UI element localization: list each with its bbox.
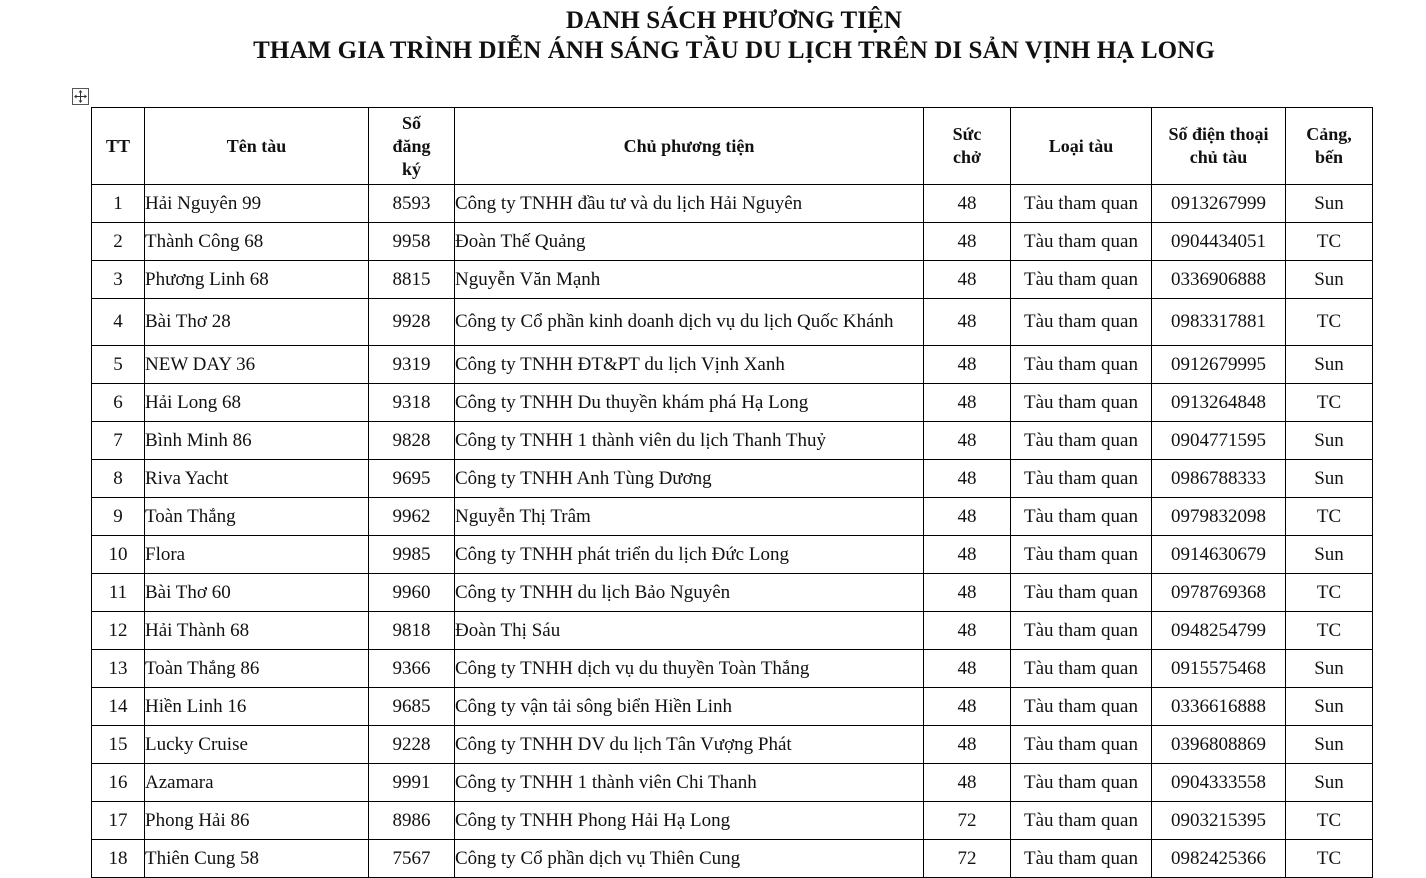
cell-loai-tau: Tàu tham quan bbox=[1011, 460, 1152, 498]
header-suc-cho-label: Sức chở bbox=[952, 124, 982, 167]
cell-so-dang-ky: 9991 bbox=[369, 764, 455, 802]
cell-so-dang-ky: 9228 bbox=[369, 726, 455, 764]
cell-ten-tau: Toàn Thắng bbox=[145, 498, 369, 536]
cell-so-dang-ky: 8815 bbox=[369, 261, 455, 299]
cell-cang-ben: Sun bbox=[1286, 422, 1373, 460]
cell-chu-phuong-tien: Công ty Cổ phần dịch vụ Thiên Cung bbox=[455, 840, 924, 878]
cell-tt: 3 bbox=[92, 261, 145, 299]
cell-ten-tau: Riva Yacht bbox=[145, 460, 369, 498]
header-cang-ben bbox=[1286, 108, 1373, 185]
table-row bbox=[92, 299, 1373, 346]
cell-suc-cho: 48 bbox=[924, 261, 1011, 299]
cell-ten-tau: Hải Thành 68 bbox=[145, 612, 369, 650]
cell-so-dien-thoai: 0913267999 bbox=[1152, 185, 1286, 223]
header-so-dien-thoai-label: Số điện thoại chủ tàu bbox=[1168, 124, 1269, 167]
cell-loai-tau: Tàu tham quan bbox=[1011, 223, 1152, 261]
table-row bbox=[92, 764, 1373, 802]
cell-cang-ben: Sun bbox=[1286, 726, 1373, 764]
cell-cang-ben: TC bbox=[1286, 384, 1373, 422]
cell-loai-tau: Tàu tham quan bbox=[1011, 422, 1152, 460]
cell-loai-tau: Tàu tham quan bbox=[1011, 802, 1152, 840]
table-move-handle-icon[interactable] bbox=[72, 88, 89, 105]
cell-so-dang-ky: 9958 bbox=[369, 223, 455, 261]
cell-tt: 4 bbox=[92, 299, 145, 346]
cell-tt: 5 bbox=[92, 346, 145, 384]
header-suc-cho bbox=[924, 108, 1011, 185]
cell-chu-phuong-tien: Công ty TNHH phát triển du lịch Đức Long bbox=[455, 536, 924, 574]
header-ten-tau: Tên tàu bbox=[145, 108, 369, 185]
cell-tt: 15 bbox=[92, 726, 145, 764]
cell-suc-cho: 48 bbox=[924, 185, 1011, 223]
cell-cang-ben: TC bbox=[1286, 223, 1373, 261]
table-body bbox=[92, 185, 1373, 878]
cell-ten-tau: Lucky Cruise bbox=[145, 726, 369, 764]
cell-chu-phuong-tien: Công ty TNHH đầu tư và du lịch Hải Nguyên bbox=[455, 185, 924, 223]
cell-chu-phuong-tien: Nguyễn Văn Mạnh bbox=[455, 261, 924, 299]
cell-ten-tau: Hải Long 68 bbox=[145, 384, 369, 422]
cell-so-dien-thoai: 0978769368 bbox=[1152, 574, 1286, 612]
table-row bbox=[92, 223, 1373, 261]
vessel-table bbox=[91, 107, 1373, 878]
cell-suc-cho: 48 bbox=[924, 498, 1011, 536]
cell-chu-phuong-tien: Công ty Cổ phần kinh doanh dịch vụ du lịch Quốc Khánh bbox=[455, 299, 924, 346]
cell-chu-phuong-tien: Công ty TNHH Du thuyền khám phá Hạ Long bbox=[455, 384, 924, 422]
header-tt: TT bbox=[92, 108, 145, 185]
cell-loai-tau: Tàu tham quan bbox=[1011, 650, 1152, 688]
header-chu-phuong-tien: Chủ phương tiện bbox=[455, 108, 924, 185]
cell-so-dien-thoai: 0982425366 bbox=[1152, 840, 1286, 878]
cell-loai-tau: Tàu tham quan bbox=[1011, 612, 1152, 650]
cell-loai-tau: Tàu tham quan bbox=[1011, 726, 1152, 764]
cell-loai-tau: Tàu tham quan bbox=[1011, 261, 1152, 299]
cell-cang-ben: Sun bbox=[1286, 536, 1373, 574]
header-so-dang-ky-label: Số đăng ký bbox=[392, 112, 431, 179]
cell-tt: 13 bbox=[92, 650, 145, 688]
table-row bbox=[92, 460, 1373, 498]
cell-suc-cho: 48 bbox=[924, 422, 1011, 460]
cell-cang-ben: Sun bbox=[1286, 650, 1373, 688]
cell-ten-tau: NEW DAY 36 bbox=[145, 346, 369, 384]
cell-so-dien-thoai: 0396808869 bbox=[1152, 726, 1286, 764]
cell-so-dien-thoai: 0336616888 bbox=[1152, 688, 1286, 726]
cell-ten-tau: Phương Linh 68 bbox=[145, 261, 369, 299]
cell-so-dang-ky: 8593 bbox=[369, 185, 455, 223]
cell-ten-tau: Toàn Thắng 86 bbox=[145, 650, 369, 688]
table-header-row bbox=[92, 108, 1373, 185]
cell-so-dang-ky: 9928 bbox=[369, 299, 455, 346]
cell-chu-phuong-tien: Nguyễn Thị Trâm bbox=[455, 498, 924, 536]
cell-cang-ben: Sun bbox=[1286, 688, 1373, 726]
cell-tt: 6 bbox=[92, 384, 145, 422]
cell-chu-phuong-tien: Công ty TNHH Anh Tùng Dương bbox=[455, 460, 924, 498]
cell-tt: 18 bbox=[92, 840, 145, 878]
cell-ten-tau: Bình Minh 86 bbox=[145, 422, 369, 460]
cell-so-dang-ky: 9960 bbox=[369, 574, 455, 612]
table-row bbox=[92, 185, 1373, 223]
cell-suc-cho: 48 bbox=[924, 726, 1011, 764]
cell-so-dien-thoai: 0915575468 bbox=[1152, 650, 1286, 688]
cell-ten-tau: Phong Hải 86 bbox=[145, 802, 369, 840]
header-so-dang-ky bbox=[369, 108, 455, 185]
cell-suc-cho: 48 bbox=[924, 650, 1011, 688]
cell-tt: 10 bbox=[92, 536, 145, 574]
cell-ten-tau: Azamara bbox=[145, 764, 369, 802]
cell-suc-cho: 48 bbox=[924, 346, 1011, 384]
table-row bbox=[92, 574, 1373, 612]
cell-chu-phuong-tien: Công ty TNHH 1 thành viên du lịch Thanh Thuỷ bbox=[455, 422, 924, 460]
cell-tt: 1 bbox=[92, 185, 145, 223]
cell-cang-ben: Sun bbox=[1286, 764, 1373, 802]
table-row bbox=[92, 612, 1373, 650]
cell-tt: 2 bbox=[92, 223, 145, 261]
cell-tt: 8 bbox=[92, 460, 145, 498]
cell-so-dien-thoai: 0913264848 bbox=[1152, 384, 1286, 422]
table-row bbox=[92, 384, 1373, 422]
cell-tt: 9 bbox=[92, 498, 145, 536]
cell-so-dang-ky: 9695 bbox=[369, 460, 455, 498]
cell-loai-tau: Tàu tham quan bbox=[1011, 299, 1152, 346]
cell-cang-ben: TC bbox=[1286, 299, 1373, 346]
cell-ten-tau: Thành Công 68 bbox=[145, 223, 369, 261]
cell-ten-tau: Hiền Linh 16 bbox=[145, 688, 369, 726]
cell-so-dang-ky: 9962 bbox=[369, 498, 455, 536]
cell-tt: 12 bbox=[92, 612, 145, 650]
cell-ten-tau: Flora bbox=[145, 536, 369, 574]
table-row bbox=[92, 726, 1373, 764]
cell-chu-phuong-tien: Công ty vận tải sông biển Hiền Linh bbox=[455, 688, 924, 726]
cell-so-dien-thoai: 0336906888 bbox=[1152, 261, 1286, 299]
cell-suc-cho: 48 bbox=[924, 223, 1011, 261]
cell-loai-tau: Tàu tham quan bbox=[1011, 840, 1152, 878]
cell-chu-phuong-tien: Công ty TNHH du lịch Bảo Nguyên bbox=[455, 574, 924, 612]
cell-so-dien-thoai: 0904434051 bbox=[1152, 223, 1286, 261]
cell-so-dang-ky: 9828 bbox=[369, 422, 455, 460]
cell-so-dien-thoai: 0904333558 bbox=[1152, 764, 1286, 802]
cell-so-dien-thoai: 0912679995 bbox=[1152, 346, 1286, 384]
cell-suc-cho: 48 bbox=[924, 536, 1011, 574]
cell-loai-tau: Tàu tham quan bbox=[1011, 688, 1152, 726]
cell-loai-tau: Tàu tham quan bbox=[1011, 764, 1152, 802]
cell-suc-cho: 72 bbox=[924, 802, 1011, 840]
cell-so-dang-ky: 9818 bbox=[369, 612, 455, 650]
cell-ten-tau: Bài Thơ 28 bbox=[145, 299, 369, 346]
cell-loai-tau: Tàu tham quan bbox=[1011, 346, 1152, 384]
table-row bbox=[92, 498, 1373, 536]
cell-suc-cho: 48 bbox=[924, 460, 1011, 498]
cell-loai-tau: Tàu tham quan bbox=[1011, 185, 1152, 223]
cell-chu-phuong-tien: Công ty TNHH DV du lịch Tân Vượng Phát bbox=[455, 726, 924, 764]
cell-so-dien-thoai: 0979832098 bbox=[1152, 498, 1286, 536]
cell-so-dien-thoai: 0986788333 bbox=[1152, 460, 1286, 498]
cell-so-dien-thoai: 0914630679 bbox=[1152, 536, 1286, 574]
cell-suc-cho: 48 bbox=[924, 764, 1011, 802]
cell-cang-ben: TC bbox=[1286, 612, 1373, 650]
header-cang-ben-label: Cảng, bến bbox=[1306, 124, 1352, 167]
cell-so-dien-thoai: 0983317881 bbox=[1152, 299, 1286, 346]
cell-ten-tau: Thiên Cung 58 bbox=[145, 840, 369, 878]
cell-cang-ben: TC bbox=[1286, 802, 1373, 840]
cell-loai-tau: Tàu tham quan bbox=[1011, 498, 1152, 536]
cell-suc-cho: 48 bbox=[924, 299, 1011, 346]
document-subtitle: THAM GIA TRÌNH DIỄN ÁNH SÁNG TẦU DU LỊCH TRÊN DI SẢN VỊNH HẠ LONG bbox=[253, 37, 1215, 64]
table-row bbox=[92, 422, 1373, 460]
document-title: DANH SÁCH PHƯƠNG TIỆN bbox=[565, 7, 903, 34]
cell-suc-cho: 72 bbox=[924, 840, 1011, 878]
cell-chu-phuong-tien: Công ty TNHH ĐT&PT du lịch Vịnh Xanh bbox=[455, 346, 924, 384]
cell-tt: 7 bbox=[92, 422, 145, 460]
cell-tt: 16 bbox=[92, 764, 145, 802]
cell-cang-ben: Sun bbox=[1286, 346, 1373, 384]
cell-cang-ben: Sun bbox=[1286, 261, 1373, 299]
cell-so-dang-ky: 9685 bbox=[369, 688, 455, 726]
table-row bbox=[92, 346, 1373, 384]
table-row bbox=[92, 536, 1373, 574]
cell-tt: 14 bbox=[92, 688, 145, 726]
header-loai-tau: Loại tàu bbox=[1011, 108, 1152, 185]
cell-cang-ben: TC bbox=[1286, 840, 1373, 878]
cell-chu-phuong-tien: Công ty TNHH 1 thành viên Chi Thanh bbox=[455, 764, 924, 802]
table-row bbox=[92, 840, 1373, 878]
cell-loai-tau: Tàu tham quan bbox=[1011, 384, 1152, 422]
cell-suc-cho: 48 bbox=[924, 612, 1011, 650]
cell-cang-ben: TC bbox=[1286, 498, 1373, 536]
cell-cang-ben: TC bbox=[1286, 574, 1373, 612]
cell-so-dang-ky: 8986 bbox=[369, 802, 455, 840]
cell-loai-tau: Tàu tham quan bbox=[1011, 574, 1152, 612]
cell-chu-phuong-tien: Đoàn Thế Quảng bbox=[455, 223, 924, 261]
cell-chu-phuong-tien: Công ty TNHH dịch vụ du thuyền Toàn Thắng bbox=[455, 650, 924, 688]
table-row bbox=[92, 261, 1373, 299]
cell-tt: 11 bbox=[92, 574, 145, 612]
table-row bbox=[92, 650, 1373, 688]
cell-chu-phuong-tien: Công ty TNHH Phong Hải Hạ Long bbox=[455, 802, 924, 840]
cell-so-dien-thoai: 0903215395 bbox=[1152, 802, 1286, 840]
cell-loai-tau: Tàu tham quan bbox=[1011, 536, 1152, 574]
table-row bbox=[92, 802, 1373, 840]
cell-so-dang-ky: 7567 bbox=[369, 840, 455, 878]
cell-cang-ben: Sun bbox=[1286, 185, 1373, 223]
cell-ten-tau: Bài Thơ 60 bbox=[145, 574, 369, 612]
cell-so-dang-ky: 9319 bbox=[369, 346, 455, 384]
cell-ten-tau: Hải Nguyên 99 bbox=[145, 185, 369, 223]
cell-so-dien-thoai: 0948254799 bbox=[1152, 612, 1286, 650]
cell-so-dang-ky: 9985 bbox=[369, 536, 455, 574]
cell-suc-cho: 48 bbox=[924, 384, 1011, 422]
cell-so-dang-ky: 9318 bbox=[369, 384, 455, 422]
cell-cang-ben: Sun bbox=[1286, 460, 1373, 498]
cell-suc-cho: 48 bbox=[924, 574, 1011, 612]
cell-so-dien-thoai: 0904771595 bbox=[1152, 422, 1286, 460]
cell-suc-cho: 48 bbox=[924, 688, 1011, 726]
cell-chu-phuong-tien: Đoàn Thị Sáu bbox=[455, 612, 924, 650]
cell-tt: 17 bbox=[92, 802, 145, 840]
header-so-dien-thoai bbox=[1152, 108, 1286, 185]
table-row bbox=[92, 688, 1373, 726]
cell-so-dang-ky: 9366 bbox=[369, 650, 455, 688]
